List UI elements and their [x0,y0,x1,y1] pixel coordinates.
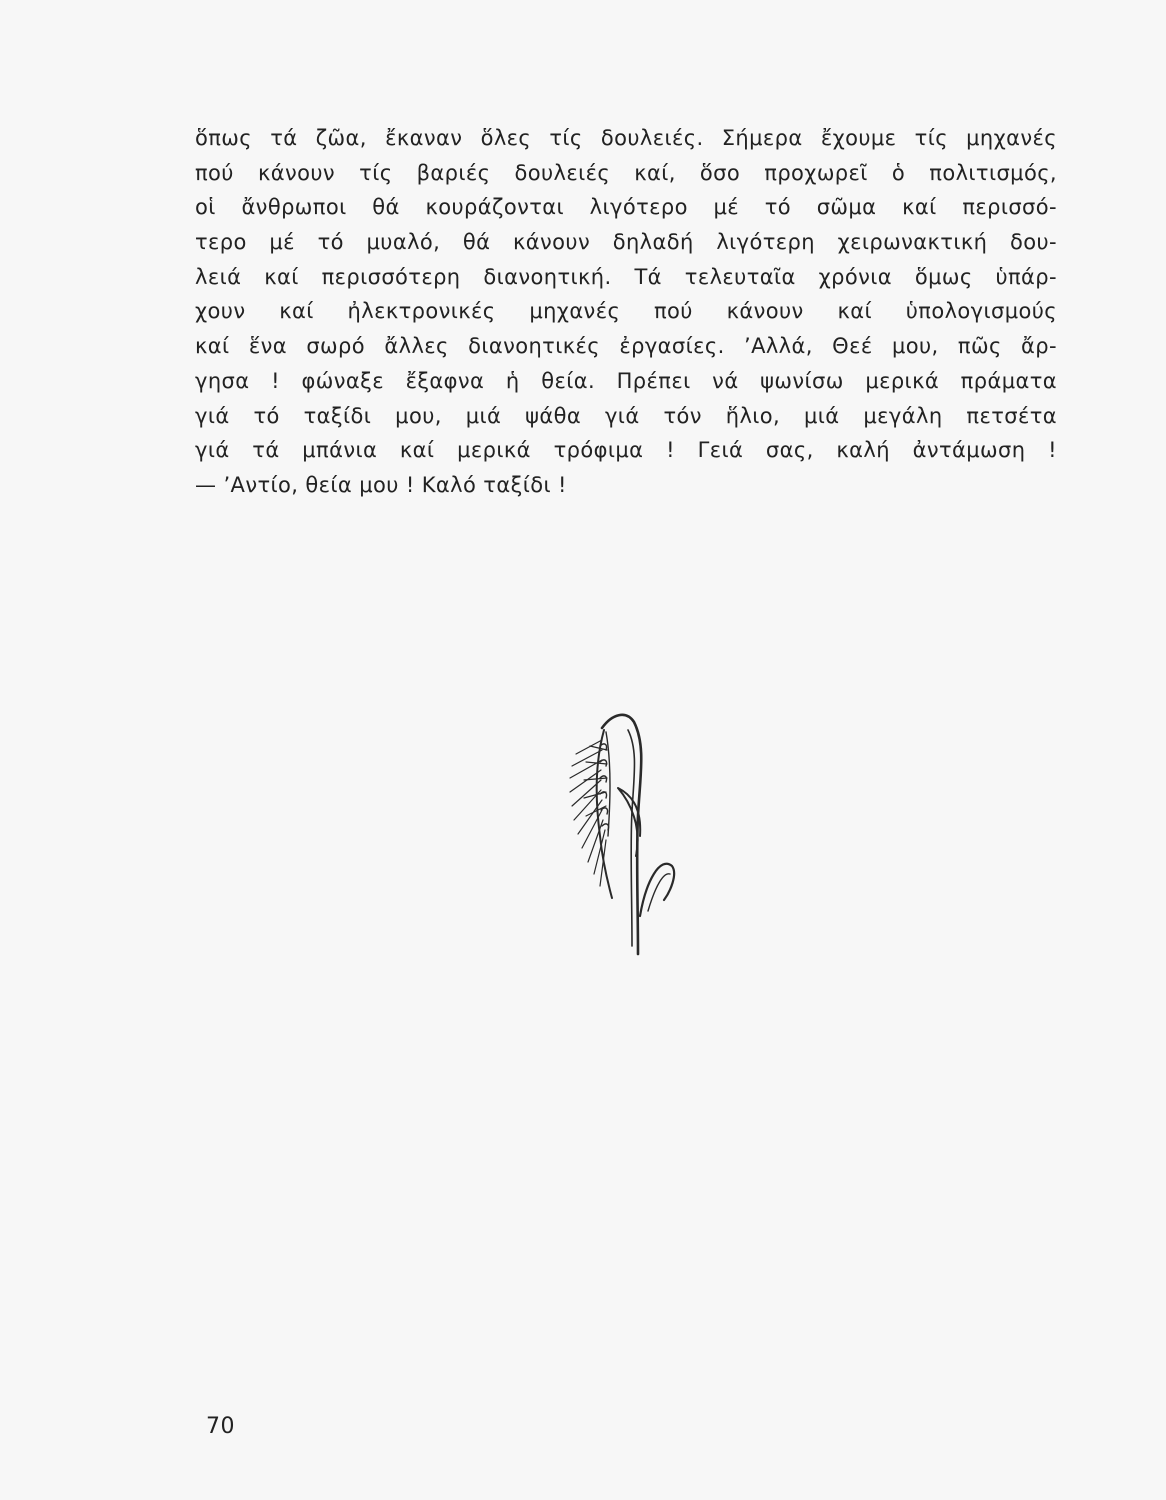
text-line-1: ὅπως τά ζῶα, ἔκαναν ὅλες τίς δουλειές. Σήμερα ἔχουμε τίς μηχανές [195,126,1057,150]
text-line-2: πού κάνουν τίς βαριές δουλειές καί, ὅσο προχωρεῖ ὁ πολιτισμός, [195,160,1057,185]
text-line-4: τερο μέ τό μυαλό, θά κάνουν δηλαδή λιγότερη χειρωνακτική δου- [195,230,1057,255]
text-line-6: χουν καί ἠλεκτρονικές μηχανές πού κάνουν καί ὑπολογισμούς [195,299,1057,324]
text-line-9: γιά τό ταξίδι μου, μιά ψάθα γιά τόν ἥλιο, μιά μεγάλη πετσέτα [195,403,1057,428]
text-line-11: — ’Αντίο, θεία μου ! Καλό ταξίδι ! [195,472,567,497]
text-line-8: γησα ! φώναξε ἔξαφνα ἡ θεία. Πρέπει νά ψωνίσω μερικά πράματα [195,368,1057,393]
text-line-5: λειά καί περισσότερη διανοητική. Τά τελευταῖα χρόνια ὅμως ὑπάρ- [195,264,1057,289]
text-line-7: καί ἕνα σωρό ἄλλες διανοητικές ἐργασίες. ’Αλλά, Θεέ μου, πῶς ἄρ- [195,334,1057,359]
wheat-ear-icon [560,706,700,962]
body-text [195,121,1057,503]
text-line-3: οἱ ἄνθρωποι θά κουράζονται λιγότερο μέ τό σῶμα καί περισσό- [195,195,1057,220]
page-number: 70 [206,1414,235,1439]
text-line-10: γιά τά μπάνια καί μερικά τρόφιμα ! Γειά σας, καλή ἀντάμωση ! [195,438,1057,463]
